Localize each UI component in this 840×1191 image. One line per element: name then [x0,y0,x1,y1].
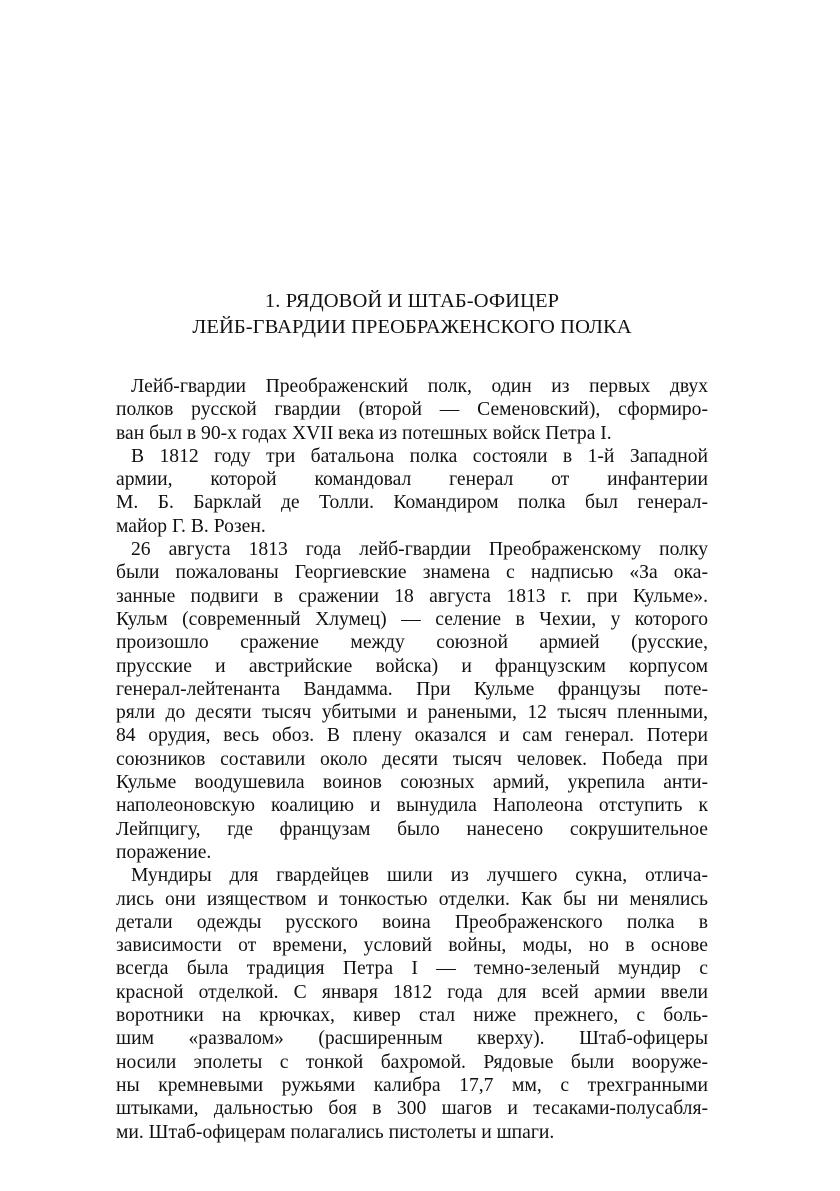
text-line: были пожалованы Георгиевские знамена с надписью «За ока- [116,562,708,584]
text-line: В 1812 году три батальона полка состояли в 1-й Западной [131,445,708,467]
text-line: воротники на крючках, кивер стал ниже прежнего, с боль- [116,1005,708,1027]
text-line: шим «развалом» (расширенным кверху). Штаб-офицеры [116,1028,708,1050]
chapter-heading-line-2: ЛЕЙБ-ГВАРДИИ ПРЕОБРАЖЕНСКОГО ПОЛКА [192,316,632,338]
paragraph [116,445,708,538]
text-line: М. Б. Барклай де Толли. Командиром полка был генерал- [116,492,708,514]
text-line: красной отделкой. С января 1812 года для всей армии ввели [116,981,708,1003]
paragraph [116,864,708,1144]
text-line: Кульме воодушевила воинов союзных армий, укрепила анти- [116,772,708,794]
text-line: ван был в 90-х годах XVII века из потешных войск Петра I. [116,422,612,444]
chapter-heading-line-1: 1. РЯДОВОЙ И ШТАБ-ОФИЦЕР [264,290,560,312]
text-line: ряли до десяти тысяч убитыми и ранеными, 12 тысяч пленными, [116,702,708,724]
text-line: армии, которой командовал генерал от инфантерии [116,469,708,491]
text-line: лись они изяществом и тонкостью отделки. Как бы ни менялись [116,888,708,910]
paragraph [116,538,708,864]
text-line: 26 августа 1813 года лейб-гвардии Преображенскому полку [131,539,708,561]
text-line: Лейб-гвардии Преображенский полк, один из первых двух [131,376,708,397]
text-line: прусские и австрийские войска) и французским корпусом [116,655,708,677]
text-line: штыками, дальностью боя в 300 шагов и тесаками-полусабля- [116,1098,708,1120]
text-line: майор Г. В. Розен. [116,515,266,537]
text-line: детали одежды русского воина Преображенского полка в [116,911,708,933]
text-line: наполеоновскую коалицию и вынудила Наполеона отступить к [116,795,708,817]
text-line: произошло сражение между союзной армией (русские, [116,632,708,654]
text-line: Мундиры для гвардейцев шили из лучшего сукна, отлича- [131,865,708,887]
book-page [116,288,708,1144]
text-line: носили эполеты с тонкой бахромой. Рядовые были вооруже- [116,1051,708,1073]
text-line: всегда была традиция Петра I — темно-зеленый мундир с [116,958,708,980]
chapter-heading [116,288,708,340]
text-line: ны кремневыми ружьями калибра 17,7 мм, с трехгранными [116,1074,708,1096]
paragraph [116,375,708,445]
text-line: полков русской гвардии (второй — Семеновский), сформиро- [116,399,708,421]
text-line: занные подвиги в сражении 18 августа 1813 г. при Кульме». [116,585,708,607]
text-line: ми. Штаб-офицерам полагались пистолеты и шпаги. [116,1121,555,1143]
text-line: Лейпцигу, где французам было нанесено сокрушительное [116,818,708,840]
text-line: союзников составили около десяти тысяч человек. Победа при [116,748,708,770]
text-line: Кульм (современный Хлумец) — селение в Чехии, у которого [116,608,708,630]
text-line: зависимости от времени, условий войны, моды, но в основе [116,935,708,957]
chapter-body [116,375,708,1144]
text-line: поражение. [116,841,212,863]
text-line: генерал-лейтенанта Вандамма. При Кульме французы поте- [116,678,708,700]
text-line: 84 орудия, весь обоз. В плену оказался и сам генерал. Потери [116,725,708,747]
